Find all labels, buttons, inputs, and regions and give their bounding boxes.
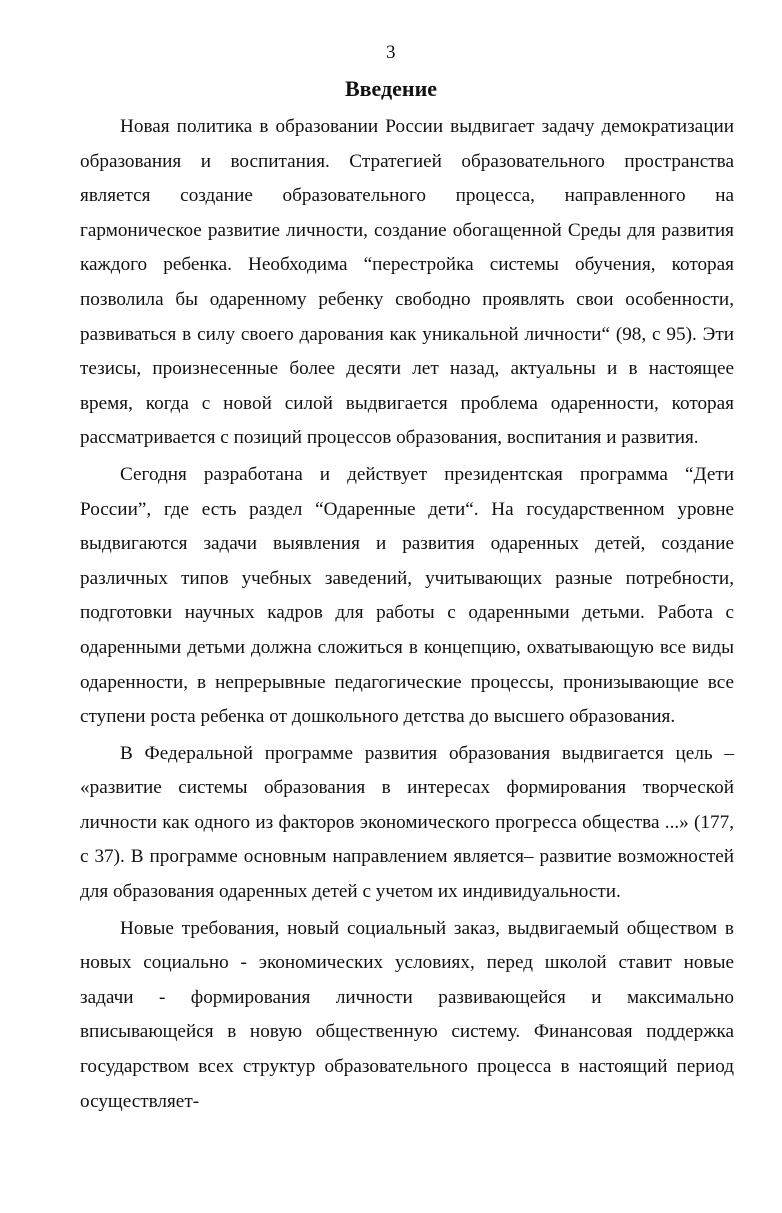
paragraph-2: Сегодня разработана и действует президентская программа “Дети России”, где есть раздел “Одаренные дети“. На государственном уровне выдвигаются задачи выявления и развития одаренных детей, создание различных типов учебных заведений, учитывающих разные потребности, подготовки научных кадров для работы с одаренными детьми. Работа с одаренными детьми должна сложиться в концепцию, охватывающую все виды одаренности, в непрерывные педагогические процессы, пронизывающие все ступени роста ребенка от дошкольного детства до высшего образования. bbox=[80, 463, 734, 728]
page-title: Введение bbox=[344, 76, 438, 101]
page-number: 3 bbox=[386, 42, 396, 63]
paragraph-3: В Федеральной программе развития образования выдвигается цель – «развитие системы образования в интересах формирования творческой личности как одного из факторов экономического прогресса общества ...» (177, с 37). В программе основным направлением является– развитие возможностей для образования одаренных детей с учетом их индивидуальности. bbox=[80, 742, 734, 903]
body-text bbox=[80, 110, 734, 1119]
paragraph-1: Новая политика в образовании России выдвигает задачу демократизации образования и воспитания. Стратегией образовательного пространства является создание образовательного процесса, направленного на гармоническое развитие личности, создание обогащенной Среды для развития каждого ребенка. Необходима “перестройка системы обучения, которая позволила бы одаренному ребенку свободно проявлять свои особенности, развиваться в силу своего дарования как уникальной личности“ (98, с 95). Эти тезисы, произнесенные более десяти лет назад, актуальны и в настоящее время, когда с новой силой выдвигается проблема одаренности, которая рассматривается с позиций процессов образования, воспитания и развития. bbox=[80, 116, 734, 449]
paragraph-4: Новые требования, новый социальный заказ, выдвигаемый обществом в новых социально - экономических условиях, перед школой ставит новые задачи - формирования личности развивающейся и максимально вписывающейся в новую общественную систему. Финансовая поддержка государством всех структур образовательного процесса в настоящий период осуществляет- bbox=[80, 917, 734, 1112]
